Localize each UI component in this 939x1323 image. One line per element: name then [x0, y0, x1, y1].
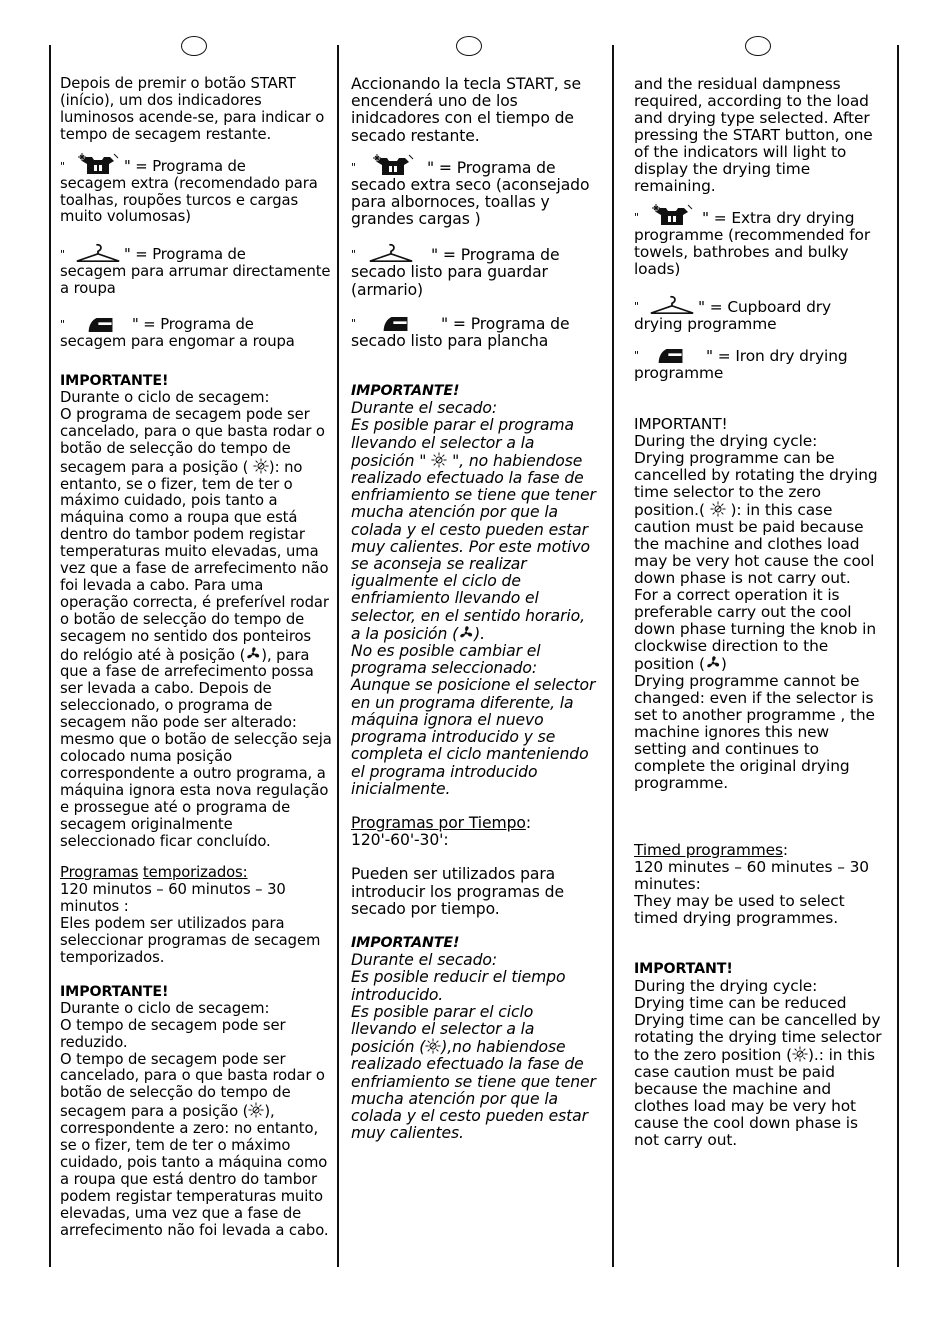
zero-position-icon: [248, 1102, 264, 1118]
timed-desc: They may be used to select timed drying programmes.: [634, 892, 845, 927]
cupboard-dry-label: " = Programa de: [431, 246, 560, 265]
iron-dry-label: " = Programa de: [132, 316, 254, 334]
quote-mark: ": [351, 160, 356, 174]
extra-dry-icon: [76, 152, 120, 176]
intro-text: Depois de premir o botão START (início), um dos indicadores luminosos acende-se, para indicar o tempo de secagem restante.: [60, 75, 325, 143]
zero-position-icon: [710, 501, 726, 517]
iron-dry-row: [351, 315, 599, 333]
quote-mark: ": [634, 211, 639, 224]
extra-dry-icon: [650, 203, 694, 227]
language-circle-pt: [181, 36, 207, 56]
iron-icon: [381, 315, 411, 333]
cupboard-dry-row: [60, 242, 332, 264]
timed-heading: Programas por Tiempo:: [351, 813, 531, 832]
cupboard-dry-row: [351, 242, 599, 264]
extra-dry-desc: secado extra seco (aconsejado para albornoces, toallas y grandes cargas ): [351, 175, 590, 229]
iron-icon: [86, 316, 116, 334]
quote-mark: ": [60, 318, 65, 332]
important-body-cont: For a correct operation it is preferable carry out the cool down phase turning the knob in clockwise direction to the position ( ): [634, 586, 876, 673]
important-sub: Durante el secado:: [351, 399, 498, 418]
important-body-2a: Es posible reducir el tiempo introducido.: [351, 968, 566, 1004]
cupboard-dry-desc: drying programme: [634, 315, 777, 333]
hanger-icon: [365, 242, 417, 264]
cupboard-dry-row: [634, 294, 886, 316]
iron-dry-row: [634, 347, 886, 365]
important-heading-2: IMPORTANTE!: [60, 983, 169, 1000]
important-sub: During the drying cycle:: [634, 432, 818, 450]
zero-position-icon: [431, 452, 447, 468]
quote-mark: ": [60, 159, 65, 173]
extra-dry-label: " = Extra dry drying: [702, 209, 855, 227]
extra-dry-icon: [371, 153, 415, 177]
important-heading: IMPORTANT!: [634, 415, 728, 433]
zero-position-icon: [425, 1038, 441, 1054]
important-sub-2: Durante el secado:: [351, 951, 498, 970]
iron-dry-label: " = Iron dry drying: [706, 347, 848, 365]
quote-mark: ": [634, 300, 639, 313]
extra-dry-row: [351, 153, 599, 177]
iron-dry-label: " = Programa de: [441, 314, 570, 333]
column-divider: [897, 45, 899, 1267]
extra-dry-label: " = Programa de: [124, 157, 246, 175]
important-body-2a: O tempo de secagem pode ser reduzido.: [60, 1016, 286, 1051]
column-divider: [612, 45, 614, 1267]
timed-desc: Eles podem ser utilizados para seleccionar programas de secagem temporizados.: [60, 915, 321, 966]
cupboard-dry-desc: secado listo para guardar (armario): [351, 263, 548, 299]
important-heading: IMPORTANTE!: [60, 373, 169, 390]
important-heading-2: IMPORTANT!: [634, 961, 733, 977]
language-circle-es: [456, 36, 482, 56]
extra-dry-desc: programme (recommended for towels, bathrobes and bulky loads): [634, 226, 871, 278]
quote-mark: ": [351, 248, 356, 262]
quote-mark: ": [351, 316, 356, 330]
cupboard-dry-desc: secagem para arrumar directamente a roupa: [60, 263, 331, 298]
important-body-cont: No es posible cambiar el programa seleccionado: Aunque se posicione el selector en un programa diferente, la máquina ignora el nuevo programa introducido y se completa el ciclo manteniendo el programa introducido inicialmente.: [351, 642, 596, 798]
important-body-cont-2: Drying programme cannot be changed: even if the selector is set to another programme , the machine ignores this new setting and continues to complete the original drying programme.: [634, 672, 875, 792]
important-body: Drying programme can be cancelled by rotating the drying time selector to the zero position.( ): in this case caution must be paid because the machine and clothes load may be very hot cause the cool down phase is not carry out.: [634, 449, 878, 587]
timed-heading: Timed programmes:: [634, 841, 788, 859]
important-sub-2: During the drying cycle:: [634, 977, 818, 995]
hanger-icon: [646, 294, 698, 316]
quote-mark: ": [634, 349, 639, 362]
intro-text: Accionando la tecla START, se encenderá uno de los inidcadores con el tiempo de secado restante.: [351, 75, 581, 145]
iron-dry-desc: secado listo para plancha: [351, 331, 549, 350]
zero-position-icon: [253, 458, 269, 474]
timed-values: 120 minutos – 60 minutos – 30 minutos :: [60, 881, 286, 916]
important-body-2a: Drying time can be reduced: [634, 994, 847, 1012]
column-portuguese: [60, 76, 332, 1239]
important-heading-2: IMPORTANTE!: [351, 934, 460, 951]
language-circle-en: [745, 36, 771, 56]
cupboard-dry-label: " = Programa de: [124, 246, 246, 264]
iron-icon: [656, 347, 686, 365]
cupboard-dry-label: " = Cupboard dry: [698, 298, 831, 316]
column-english: [634, 76, 886, 1149]
important-body: Es posible parar el programa llevando el selector a la posición " ", no habiendose realizado efectuado la fase de enfriamiento se tiene que tener mucha atención por que la colada y el cesto pueden estar muy calientes. Por este motivo se aconseja se realizar igualmente el ciclo de enfriamiento llevando el selector, en el sentido horario, a la posición ( ).: [351, 416, 596, 643]
fan-icon: [458, 625, 474, 641]
iron-dry-row: [60, 316, 332, 334]
timed-values: 120 minutes – 60 minutes – 30 minutes:: [634, 858, 869, 893]
zero-position-icon: [792, 1046, 808, 1062]
iron-dry-desc: programme: [634, 364, 724, 382]
timed-values: 120'-60'-30':: [351, 831, 449, 850]
intro-text: and the residual dampness required, according to the load and drying type selected. After pressing the START button, one of the indicators will light to display the drying time remaining.: [634, 75, 873, 195]
important-sub-2: Durante o ciclo de secagem:: [60, 999, 270, 1017]
column-divider: [337, 45, 339, 1267]
important-body-2b: O tempo de secagem pode ser cancelado, para o que basta rodar o botão de selecção do tempo de secagem para a posição ( ), correspondente a zero: no entanto, se o fizer, tem de ter o máximo cuidado, pois tanto a máquina como a roupa que está dentro do tambor podem registar temperaturas muito elevadas, uma vez que a fase de arrefecimento não foi levada a cabo.: [60, 1050, 329, 1239]
important-body-2b: Drying time can be cancelled by rotating the drying time selector to the zero position ( ).: in this case caution must be paid because the machine and clothes load may be very hot cause the cool down phase is not carry out.: [634, 1011, 882, 1149]
iron-dry-desc: secagem para engomar a roupa: [60, 333, 295, 351]
important-body-2b: Es posible parar el ciclo llevando el selector a la posición ( ),no habiendose realizado efectuado la fase de enfriamiento se tiene que tener mucha atención por que la colada y el cesto pueden estar muy calientes.: [351, 1002, 596, 1143]
column-spanish: [351, 76, 599, 1142]
column-divider: [49, 45, 51, 1267]
important-body: O programa de secagem pode ser cancelado, para o que basta rodar o botão de selecção do tempo de secagem para a posição ( ): no entanto, se o fizer, tem de ter o máximo cuidado, pois tanto a máquina como a roupa que está dentro do tambor podem registar temperaturas muito elevadas, uma vez que a fase de arrefecimento não foi levada a cabo. Para uma operação correcta, é preferível rodar o botão de selecção do tempo de secagem no sentido dos ponteiros do relógio até à posição ( ), para que a fase de arrefecimento possa ser levada a cabo. Depois de seleccionado, o programa de secagem não pode ser alterado: mesmo que o botão de selecção seja colocado numa posição correspondente a outro programa, a máquina ignora esta nova regulação e prossegue até o programa de secagem originalmente seleccionado ficar concluído.: [60, 405, 332, 850]
extra-dry-desc: secagem extra (recomendado para toalhas, roupões turcos e cargas muito volumosas): [60, 174, 318, 226]
timed-desc: Pueden ser utilizados para introducir los programas de secado por tiempo.: [351, 865, 564, 918]
extra-dry-row: [634, 203, 886, 227]
timed-heading: Programas temporizados:: [60, 864, 248, 882]
fan-icon: [705, 655, 721, 671]
important-sub: Durante o ciclo de secagem:: [60, 388, 270, 406]
fan-icon: [245, 646, 261, 662]
important-heading: IMPORTANTE!: [351, 383, 460, 400]
extra-dry-row: [60, 152, 332, 176]
quote-mark: ": [60, 248, 65, 262]
extra-dry-label: " = Programa de: [427, 158, 556, 177]
hanger-icon: [72, 242, 124, 264]
